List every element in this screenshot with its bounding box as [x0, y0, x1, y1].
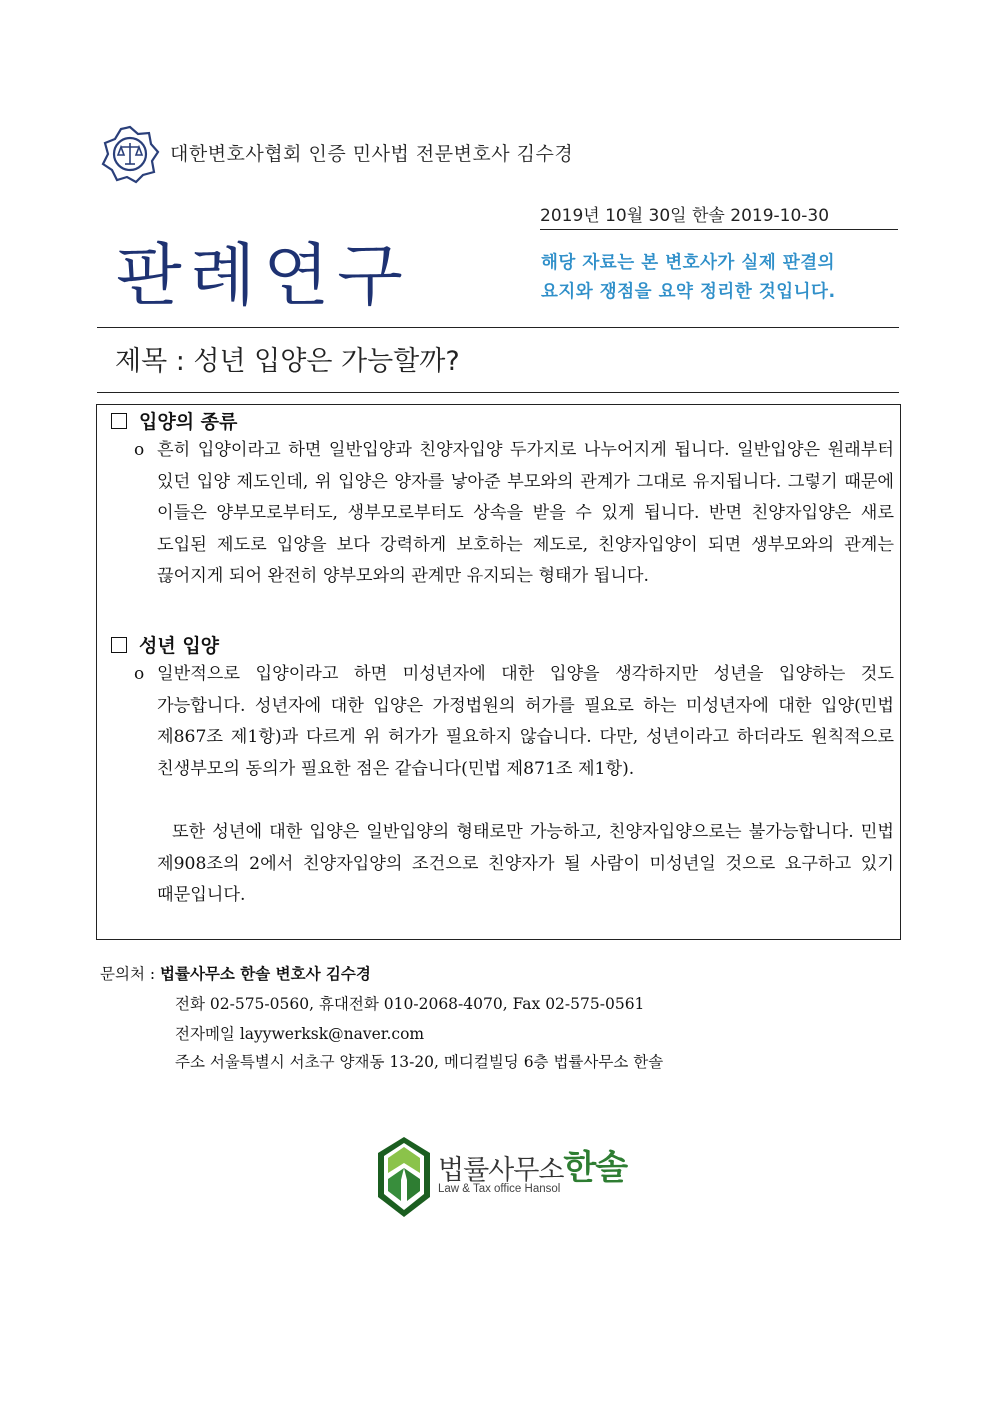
bar-association-emblem-icon: [100, 124, 160, 184]
logo-kr-name: 한솔: [563, 1148, 628, 1188]
bullet-icon: o: [134, 440, 145, 460]
section-paragraph-2: 또한 성년에 대한 입양은 일반입양의 형태로만 가능하고, 친양자입양으로는 불가능합니다. 민법 제908조의 2에서 친양자입양의 조건으로 친양자가 될 사람이 미성년일 것으로 요구하고 있기 때문입니다.: [157, 822, 894, 906]
checkbox-square-icon: [111, 413, 127, 429]
contact-firm-line: [100, 962, 371, 984]
page-title: 판례연구: [116, 237, 411, 316]
hansol-leaf-logo-icon: [376, 1135, 432, 1219]
contact-firm: 법률사무소 한솔 변호사 김수경: [160, 964, 371, 983]
association-text: 대한변호사협회 인증 민사법 전문변호사 김수경: [170, 143, 574, 165]
notice-line-1: 해당 자료는 본 변호사가 실제 판결의: [541, 253, 836, 273]
notice: [541, 249, 836, 307]
bullet-icon: o: [134, 664, 145, 684]
contact-phone: 전화 02-575-0560, 휴대전화 010-2068-4070, Fax 02-575-0561: [175, 995, 645, 1013]
section-heading-adult-adoption: [111, 631, 219, 658]
contact-address: 주소 서울특별시 서초구 양재동 13-20, 메디컬빌딩 6층 법률사무소 한솔: [175, 1053, 664, 1071]
contact-label: 문의처 :: [100, 965, 156, 983]
checkbox-square-icon: [111, 637, 127, 653]
subject-title: 제목 : 성년 입양은 가능할까?: [115, 346, 460, 377]
logo-english: Law & Tax office Hansol: [438, 1183, 561, 1195]
section-paragraph: 흔히 입양이라고 하면 일반입양과 친양자입양 두가지로 나누어지게 됩니다. 일반입양은 원래부터 있던 입양 제도인데, 위 입양은 양자를 낳아준 부모와의 관계가 그대로 유지됩니다. 그렇기 때문에 이들은 양부모로부터도, 생부모로부터도 상속을 받을 수 있게 됩니다. 반면 친양자입양은 새로 도입된 제도로 입양을 보다 강력하게 보호하는 제도로, 친양자입양이 되면 생부모와의 관계는 끊어지게 되어 완전히 양부모와의 관계만 유지되는 형태가 됩니다.: [157, 440, 894, 587]
section-heading-adoption-types: [111, 407, 237, 434]
section-paragraph: 일반적으로 입양이라고 하면 미성년자에 대한 입양을 생각하지만 성년을 입양하는 것도 가능합니다. 성년자에 대한 입양은 가정법원의 허가를 필요로 하는 미성년자에 대한 입양(민법 제867조 제1항)과 다르게 위 허가가 필요하지 않습니다. 다만, 성년이라고 하더라도 원칙적으로 친생부모의 동의가 필요한 점은 같습니다(민법 제871조 제1항).: [157, 664, 894, 779]
section-heading-label: 입양의 종류: [139, 411, 238, 433]
date-line: 2019년 10월 30일 한솔 2019-10-30: [540, 201, 898, 230]
logo-kr-prefix: 법률사무소: [438, 1155, 564, 1186]
notice-line-2: 요지와 쟁점을 요약 정리한 것입니다.: [541, 282, 836, 302]
contact-email: 전자메일 layywerksk@naver.com: [175, 1025, 425, 1043]
divider-bottom: [97, 392, 899, 393]
logo-text: [438, 1140, 627, 1195]
divider-top: [97, 327, 899, 328]
section-heading-label: 성년 입양: [139, 635, 220, 657]
logo-korean: [438, 1140, 627, 1189]
